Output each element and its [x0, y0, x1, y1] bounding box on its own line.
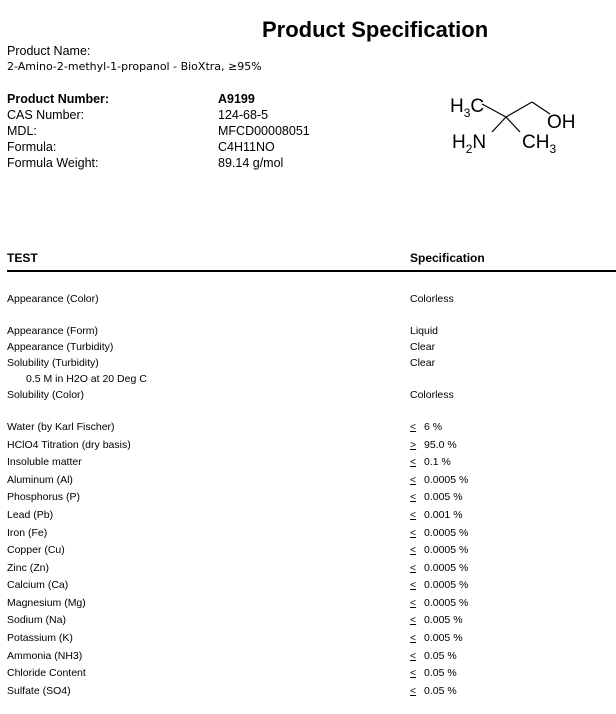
spec-value: 0.05 %: [424, 667, 457, 679]
spec-value: 0.0005 %: [424, 597, 469, 609]
product-info: [7, 92, 337, 172]
chemical-structure: [440, 84, 590, 160]
test-name: Zinc (Zn): [7, 562, 49, 574]
test-name: Ammonia (NH3): [7, 650, 83, 662]
test-name: Potassium (K): [7, 632, 73, 644]
info-value: C4H11NO: [218, 140, 275, 154]
spec-value: Liquid: [410, 325, 439, 337]
bond-ch3: [506, 117, 520, 132]
info-row-formula: [7, 140, 337, 156]
test-name: Copper (Cu): [7, 544, 65, 556]
less-equal-symbol: <: [410, 509, 417, 521]
test-name: Chloride Content: [7, 667, 86, 679]
info-value: 124-68-5: [218, 108, 269, 122]
spec-cell: [410, 421, 442, 433]
info-label: Formula Weight:: [7, 156, 99, 170]
test-name: Insoluble matter: [7, 456, 82, 468]
label-oh: OH: [547, 112, 576, 133]
spec-value: 0.005 %: [424, 614, 463, 626]
info-row-formula-weight: [7, 156, 337, 172]
less-equal-symbol: <: [410, 544, 417, 556]
test-name: Calcium (Ca): [7, 579, 69, 591]
spec-cell: [410, 562, 468, 574]
spec-cell: [410, 439, 457, 451]
page-title: Product Specification: [262, 17, 489, 42]
header-divider: [7, 270, 616, 272]
test-name: Water (by Karl Fischer): [7, 421, 115, 433]
spec-cell: [410, 527, 468, 539]
less-equal-symbol: <: [410, 579, 417, 591]
spec-cell: [410, 325, 438, 337]
spec-cell: [410, 389, 454, 401]
spec-value: 0.005 %: [424, 632, 463, 644]
less-equal-symbol: <: [410, 632, 417, 644]
spec-value: 0.05 %: [424, 650, 457, 662]
spec-value: 95.0 %: [424, 439, 457, 451]
spec-value: 0.05 %: [424, 685, 457, 697]
test-name: HClO4 Titration (dry basis): [7, 439, 131, 451]
spec-value: 0.001 %: [424, 509, 463, 521]
spec-cell: [410, 474, 468, 486]
less-equal-symbol: <: [410, 685, 417, 697]
greater-equal-symbol: >: [410, 439, 417, 451]
spec-value: Colorless: [410, 389, 454, 401]
spec-cell: [410, 632, 463, 644]
spec-cell: [410, 456, 451, 468]
test-name: Aluminum (Al): [7, 474, 73, 486]
test-name: 0.5 M in H2O at 20 Deg C: [26, 373, 147, 385]
less-equal-symbol: <: [410, 667, 417, 679]
info-row-mdl: [7, 124, 337, 140]
spec-cell: [410, 685, 457, 697]
info-value: A9199: [218, 92, 255, 106]
test-name: Sulfate (SO4): [7, 685, 71, 697]
test-name: Appearance (Color): [7, 293, 99, 305]
bond-h3c: [482, 104, 506, 117]
spec-value: 0.005 %: [424, 491, 463, 503]
spec-column-header: Specification: [410, 251, 485, 265]
spec-cell: [410, 579, 468, 591]
product-name-value: 2-Amino-2-methyl-1-propanol - BioXtra, ≥95%: [7, 60, 262, 73]
spec-cell: [410, 614, 463, 626]
test-name: Iron (Fe): [7, 527, 48, 539]
spec-cell: [410, 491, 463, 503]
less-equal-symbol: <: [410, 421, 417, 433]
info-row-product-number: [7, 92, 337, 108]
spec-value: 0.0005 %: [424, 562, 469, 574]
label-h3c: $H_3C$: [450, 96, 485, 120]
spec-value: Clear: [410, 357, 436, 369]
spec-value: Clear: [410, 341, 436, 353]
test-name: Magnesium (Mg): [7, 597, 86, 609]
spec-value: Colorless: [410, 293, 454, 305]
spec-cell: [410, 509, 463, 521]
test-name: Solubility (Turbidity): [7, 357, 99, 369]
info-label: MDL:: [7, 124, 37, 138]
less-equal-symbol: <: [410, 491, 417, 503]
spec-cell: [410, 357, 435, 369]
spec-cell: [410, 650, 457, 662]
test-name: Appearance (Form): [7, 325, 99, 337]
product-name-label: Product Name:: [7, 44, 91, 58]
spec-value: 0.0005 %: [424, 579, 469, 591]
bond-ch2: [506, 102, 532, 117]
label-h2n: $H_2N$: [452, 132, 487, 156]
less-equal-symbol: <: [410, 597, 417, 609]
spec-value: 0.0005 %: [424, 527, 469, 539]
info-value: 89.14 g/mol: [218, 156, 284, 170]
info-label: CAS Number:: [7, 108, 85, 122]
less-equal-symbol: <: [410, 456, 417, 468]
test-name: Phosphorus (P): [7, 491, 80, 503]
less-equal-symbol: <: [410, 562, 417, 574]
spec-value: 0.0005 %: [424, 544, 469, 556]
spec-value: 6 %: [424, 421, 443, 433]
test-name: Solubility (Color): [7, 389, 85, 401]
spec-cell: [410, 544, 468, 556]
less-equal-symbol: <: [410, 527, 417, 539]
info-label: Product Number:: [7, 92, 110, 106]
spec-cell: [410, 667, 457, 679]
less-equal-symbol: <: [410, 650, 417, 662]
less-equal-symbol: <: [410, 614, 417, 626]
bond-nh2: [492, 117, 506, 132]
less-equal-symbol: <: [410, 474, 417, 486]
spec-cell: [410, 597, 468, 609]
info-value: MFCD00008051: [218, 124, 310, 138]
spec-cell: [410, 293, 454, 305]
test-name: Sodium (Na): [7, 614, 66, 626]
spec-value: 0.1 %: [424, 456, 451, 468]
spec-cell: [410, 341, 435, 353]
test-column-header: TEST: [7, 251, 38, 265]
test-name: Appearance (Turbidity): [7, 341, 114, 353]
label-ch3: $CH_3$: [522, 132, 557, 156]
spec-value: 0.0005 %: [424, 474, 469, 486]
info-row-cas-number: [7, 108, 337, 124]
info-label: Formula:: [7, 140, 57, 154]
test-name: Lead (Pb): [7, 509, 54, 521]
